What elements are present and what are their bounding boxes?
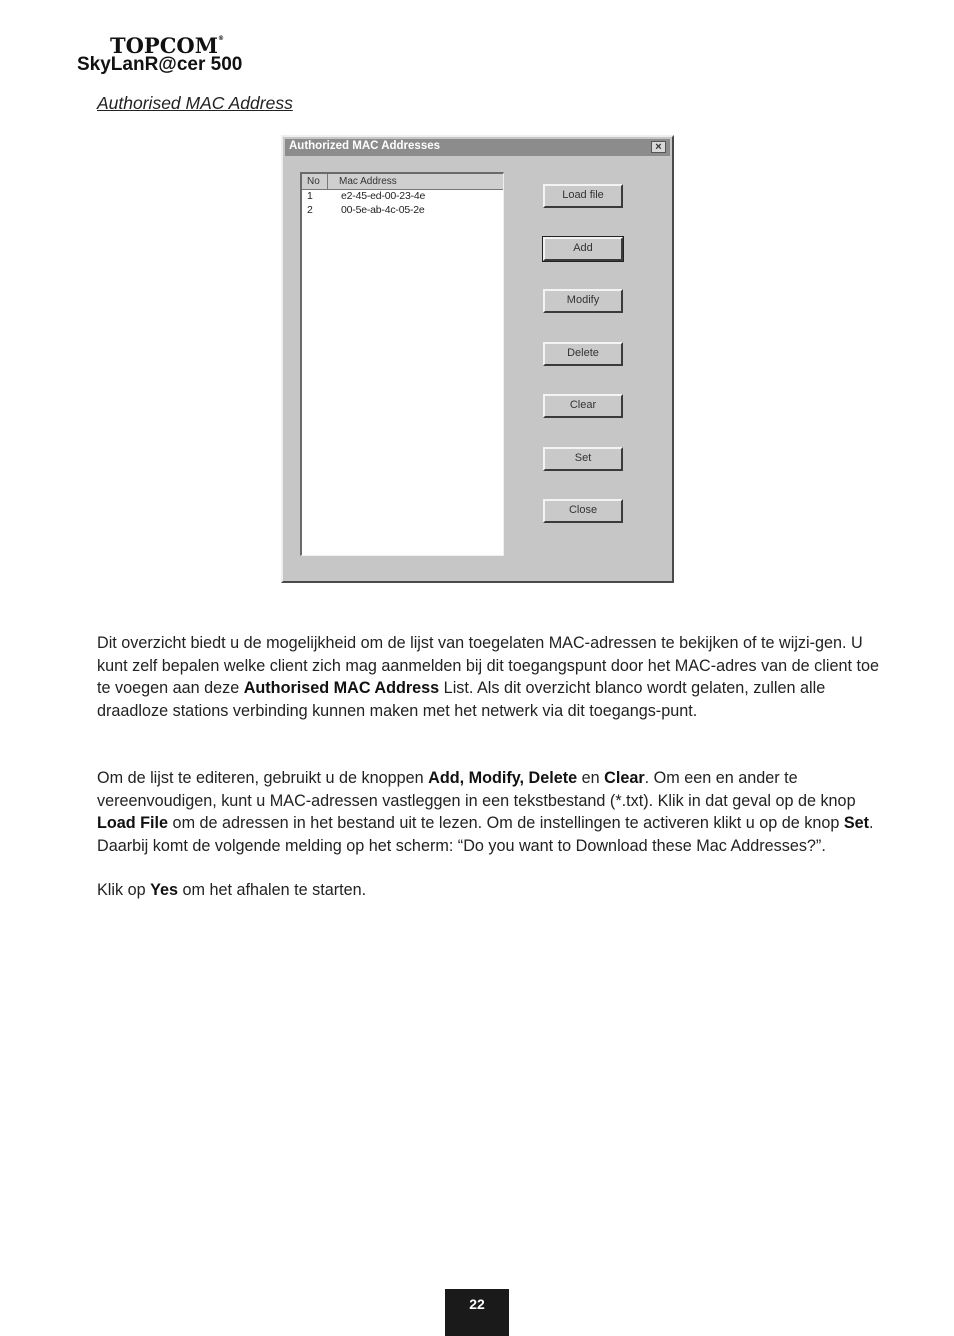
list-item[interactable] bbox=[302, 204, 503, 218]
clear-button[interactable]: Clear bbox=[543, 394, 623, 418]
load-file-button[interactable]: Load file bbox=[543, 184, 623, 208]
paragraph-edit-instructions: Om de lijst te editeren, gebruikt u de knoppen Add, Modify, Delete en Clear. Om een en ander te vereenvoudigen, kunt u MAC-adressen vastleggen in een tekstbestand (*.txt). Klik in dat geval op de knop Load File om de adressen in het bestand uit te lezen. Om de instellingen te activeren klikt u op de knop Set. Daarbij komt de volgende melding op het scherm: “Do you want to Download these Mac Addresses?”. bbox=[97, 769, 874, 855]
page-number: 22 bbox=[445, 1289, 509, 1336]
list-header bbox=[302, 174, 503, 190]
column-header-mac-address[interactable]: Mac Address bbox=[339, 176, 397, 187]
set-button[interactable]: Set bbox=[543, 447, 623, 471]
column-header-no[interactable]: No bbox=[302, 174, 328, 189]
list-item[interactable] bbox=[302, 190, 503, 204]
modify-button[interactable]: Modify bbox=[543, 289, 623, 313]
add-button[interactable]: Add bbox=[543, 237, 623, 261]
close-button[interactable]: Close bbox=[543, 499, 623, 523]
topcom-logo: TOPCOM® bbox=[110, 33, 224, 58]
row-number: 1 bbox=[307, 190, 313, 202]
row-number: 2 bbox=[307, 204, 313, 216]
section-title: Authorised MAC Address bbox=[97, 93, 293, 113]
close-icon[interactable]: × bbox=[651, 141, 666, 153]
mac-address-list[interactable] bbox=[300, 172, 504, 556]
authorized-mac-dialog bbox=[281, 135, 674, 583]
paragraph-confirm: Klik op Yes om het afhalen te starten. bbox=[97, 881, 367, 899]
registered-mark: ® bbox=[217, 35, 224, 42]
product-name: SkyLanR@cer 500 bbox=[77, 54, 243, 75]
dialog-title: Authorized MAC Addresses bbox=[289, 140, 441, 152]
paragraph-intro: Dit overzicht biedt u de mogelijkheid om de lijst van toegelaten MAC-adressen te bekijken of te wijzi-gen. U kunt zelf bepalen welke client zich mag aanmelden bij dit toegangspunt door het MAC-adres van de client toe te voegen aan deze Authorised MAC Address List. Als dit overzicht blanco wordt gelaten, zullen alle draadloze stations verbinding kunnen maken met het netwerk via dit toegangs-punt. bbox=[97, 634, 879, 720]
dialog-titlebar bbox=[285, 139, 670, 156]
row-mac-address: e2-45-ed-00-23-4e bbox=[341, 190, 426, 202]
delete-button[interactable]: Delete bbox=[543, 342, 623, 366]
row-mac-address: 00-5e-ab-4c-05-2e bbox=[341, 204, 425, 216]
